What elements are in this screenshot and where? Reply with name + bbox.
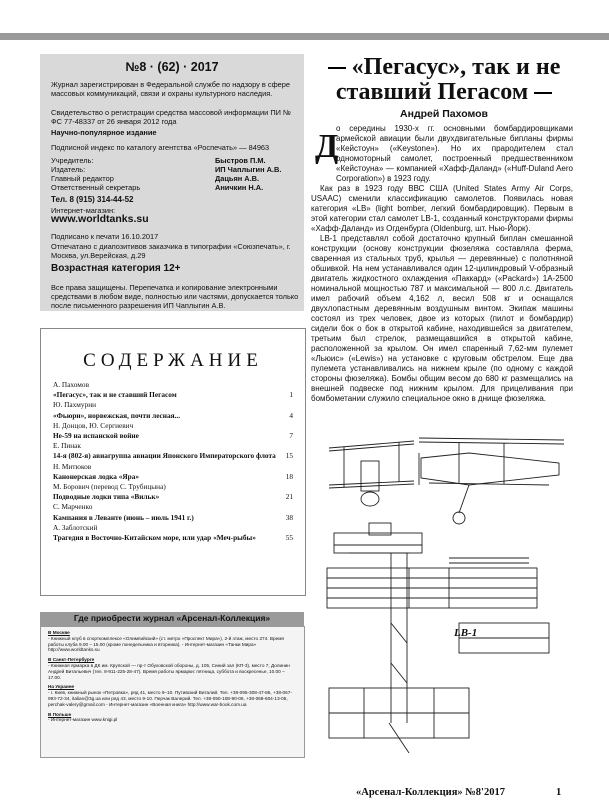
staff-row: Главный редактор Дацьян А.В. bbox=[51, 174, 260, 183]
toc-page: 18 bbox=[285, 471, 293, 481]
city-shops: - Книжная ярмарка в ДК им. Крупской — пр-т Обуховской обороны, д. 105, Синий зал (КП-3), место 7, Долинин Андрей Витальевич (тел. 8-911-225-28-47). Время работы ярмарки: пятница, суббота и воскресенье, 10.00 – 17.00. bbox=[48, 662, 290, 680]
toc-page: 1 bbox=[289, 390, 293, 400]
toc-author: А. Заблотский bbox=[53, 522, 98, 532]
toc-page: 4 bbox=[289, 410, 293, 420]
toc-page: 7 bbox=[289, 431, 293, 441]
shop-label: Интернет-магазин: bbox=[51, 206, 116, 215]
city-heading: В Москве bbox=[48, 630, 70, 635]
city-heading: В Польше bbox=[48, 711, 72, 717]
toc-title: 14-я (802-я) авиагруппа авиации Японского Императорского флота bbox=[53, 451, 276, 461]
toc-entry[interactable] bbox=[53, 462, 293, 482]
rights-notice: Все права защищены. Перепечатка и копирование электронными средствами в любом виде, полностью или частями, допускается только после письменного разрешения ИП Чаплыгин А.В. bbox=[51, 283, 299, 310]
staff-row: Издатель: ИП Чаплыгин А.В. bbox=[51, 165, 282, 174]
age-category: Возрастная категория 12+ bbox=[51, 263, 181, 274]
paragraph: LB-1 представлял собой достаточно крупный биплан смешанной конструкции (основу конструкции фюзеляжа составляла ферма, сваренная из стальных труб, крылья — деревянные) с полотняной обшивкой. На нем устанавливался один 12-цилиндровый V-образный двигатель жидкостного охлаждения «Паккард» («Packard») 1А-2500 номинальной мощностью 787 и максимальной — 800 л.с. Двигатель имел рабочий объем 4,162 л, весил 508 кг и оснащался двухлопастным деревянным воздушным винтом. Экипаж машины состоял из трех человек, двое из которых (пилот и бомбардир) сидели бок о бок в открытой кабине, находившейся за двигателем, третьим был стрелок, размещавшийся в открытой кабине, расположенной за крылом. Он имел спаренный 7,62-мм пулемет «Льюис» («Lewis») на установке с круговым обстрелом. Еще два пулемета устанавливались на нижнем крыле (по одному с каждой стороны фюзеляжа). Бомбы общим весом до 680 кг размещались на внешней подвеске под нижним крылом. Для прицеливания при бомбометании служило специальное окно в днище фюзеляжа. bbox=[311, 234, 573, 403]
toc-title: Кампания в Леванте (июнь – июль 1941 г.) bbox=[53, 512, 194, 522]
toc-title: Канонерская лодка «Яра» bbox=[53, 471, 140, 481]
city-heading: На Украине bbox=[48, 684, 75, 690]
toc-author: Е. Пинак bbox=[53, 441, 81, 451]
toc-page: 55 bbox=[285, 533, 293, 543]
city-shops: - Интернет-магазин www.knigi.pl bbox=[48, 717, 118, 723]
article-title: «Пегасус», так и не ставший Пегасом bbox=[318, 55, 570, 105]
registration-text: Журнал зарегистрирован в Федеральной службе по надзору в сфере массовых коммуникаций, связи и охраны культурного наследия. bbox=[51, 80, 290, 98]
signed-date: Подписано к печати 16.10.2017 bbox=[51, 232, 159, 241]
website-link[interactable]: www.worldtanks.su bbox=[51, 213, 149, 225]
city-shops: - Книжный клуб в спорткомплексе «Олимпийский» (ст. метро «Проспект Мира»), 2-й этаж, место 274. Время работы клуба 9.00 – 15.00 (кроме понедельника и вторника). - Интернет-магазин «Танки Мира» http://www.worldtanks.su bbox=[48, 635, 284, 653]
top-bar bbox=[0, 33, 609, 40]
certificate-text: Свидетельство о регистрации средства массовой информации ПИ № ФС 77-48337 от 26 января 2012 года bbox=[51, 108, 291, 126]
toc-title: Трагедия в Восточно-Китайском море, или удар «Меч-рыбы» bbox=[53, 533, 256, 543]
city-heading: В Санкт-Петербурге bbox=[48, 657, 95, 663]
city-shops: - г. Киев, книжный рынок «Петровка», ряд 41, место 9–10. Путивский Виталий. Тел. +38-095-308-47-86, +38-067-993-72-34, italian@3g.ua или ряд 43, место 9-10. Перчак Валерий. Тел. +38-050-108-90-06, +38-068-604-13-05, perchak-valery@gmail.com - Интернет-магазин «Военная книга» http://www.war-book.com.ua bbox=[48, 690, 292, 707]
toc-author: А. Пахомов bbox=[53, 380, 90, 389]
toc-entry[interactable] bbox=[53, 502, 293, 522]
toc-author: Н. Донцов, Ю. Сергиевич bbox=[53, 420, 134, 430]
toc-author: С. Марченко bbox=[53, 502, 93, 512]
where-to-buy-list bbox=[48, 630, 298, 723]
paragraph: Как раз в 1923 году ВВС США (United States Army Air Corps, USAAC) сменили классификацию самолетов. Появилась новая категория «LB» (light bomber, легкий бомбардировщик). Первым в этой категории стал самолет LB-1, созданный конструкторами фирмы «Хафф-Даланд» из Огденбурга (Oldenburg, шт. Нью-Йорк). bbox=[311, 184, 573, 233]
toc-title: Подводные лодки типа «Вильк» bbox=[53, 492, 160, 502]
toc-author: Н. Митюков bbox=[53, 461, 92, 471]
toc-entry[interactable] bbox=[53, 441, 293, 461]
toc-author: М. Борович (перевод С. Трубицына) bbox=[53, 482, 166, 492]
phone: Тел. 8 (915) 314-44-52 bbox=[51, 195, 134, 204]
toc-author: Ю. Пахмурин bbox=[53, 400, 97, 410]
publication-type: Научно-популярное издание bbox=[51, 128, 157, 137]
subscription-index: Подписной индекс по каталогу агентства «Роспечать» — 84963 bbox=[51, 143, 270, 152]
toc-page: 21 bbox=[285, 492, 293, 502]
toc-entry[interactable] bbox=[53, 380, 293, 400]
toc-title: «Фьюри», норвежская, почти лесная... bbox=[53, 410, 181, 420]
issue-number: №8 · (62) · 2017 bbox=[125, 60, 219, 74]
toc-page: 15 bbox=[285, 451, 293, 461]
toc-entry[interactable] bbox=[53, 400, 293, 420]
drop-cap: Д bbox=[315, 128, 339, 165]
printer-info: Отпечатано с диапозитивов заказчика в типографии «Союзпечать», г. Москва, ул.Верейская, д.29 bbox=[51, 242, 291, 260]
figure-label: LB-1 bbox=[454, 627, 478, 639]
aircraft-drawing bbox=[309, 423, 574, 760]
staff-row: Ответственный секретарь Аничкин Н.А. bbox=[51, 183, 264, 192]
contents-title: СОДЕРЖАНИЕ bbox=[83, 350, 263, 371]
toc-entry[interactable] bbox=[53, 421, 293, 441]
toc-page: 38 bbox=[285, 512, 293, 522]
staff-row: Учредитель: Быстров П.М. bbox=[51, 156, 266, 165]
page-number: 1 bbox=[556, 787, 562, 798]
paragraph: о середины 1930-х гг. основными бомбардировщиками армейской авиации были двухдвигательные бипланы фирмы «Кейстоун» («Keystone»). Но их прародителем стал одномоторный самолет, построенный предшественником «Кейстоуна» — компанией «Хафф-Даланд» («Huff-Duland Aero Corporation») в 1923 году. bbox=[336, 124, 573, 183]
article-author: Андрей Пахомов bbox=[400, 108, 488, 120]
article-body bbox=[311, 124, 573, 404]
table-of-contents bbox=[53, 380, 293, 543]
staff-list bbox=[51, 156, 299, 192]
toc-title: «Пегасус», так и не ставший Пегасом bbox=[53, 390, 177, 400]
toc-title: Не-59 на испанской войне bbox=[53, 431, 139, 441]
toc-entry[interactable] bbox=[53, 482, 293, 502]
footer-journal: «Арсенал-Коллекция» №8'2017 bbox=[356, 787, 505, 798]
toc-entry[interactable] bbox=[53, 523, 293, 543]
where-to-buy-title: Где приобрести журнал «Арсенал-Коллекция» bbox=[73, 613, 271, 623]
